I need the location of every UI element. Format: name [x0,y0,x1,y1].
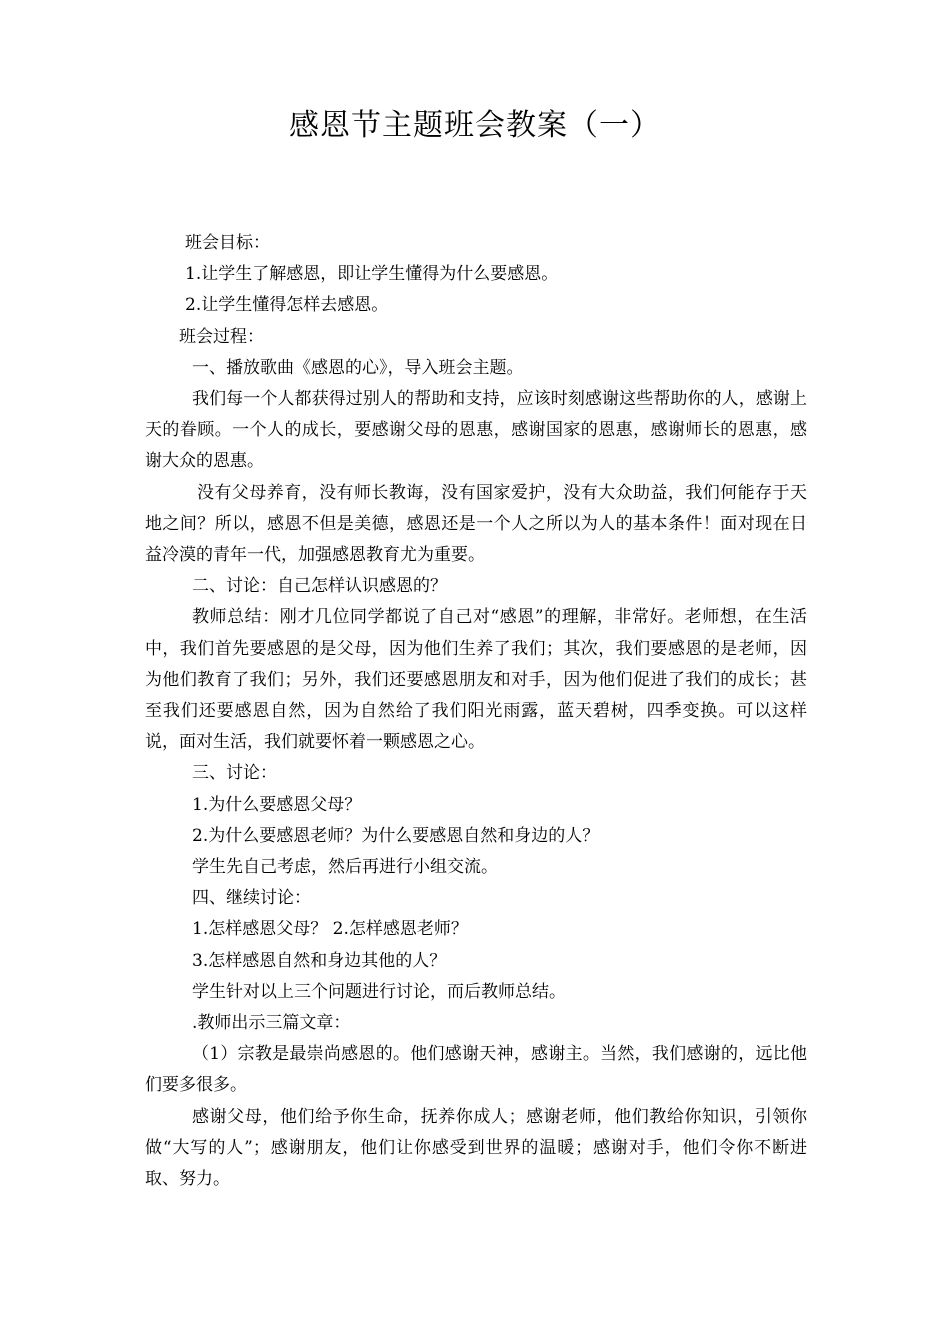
paragraph-goal-1: 1.让学生了解感恩，即让学生懂得为什么要感恩。 [185,264,559,285]
paragraph-goal-2: 2.让学生懂得怎样去感恩。 [185,295,389,316]
paragraph-teacher-summary: 教师总结：刚才几位同学都说了自己对“感恩”的理解，非常好。老师想，在生活中，我们首先要感恩的是父母，因为他们生养了我们；其次，我们要感恩的是老师，因为他们教育了我们；另外，我们还要感恩朋友和对手，因为他们促进了我们的成长；甚至我们还要感恩自然，因为自然给了我们阳光雨露，蓝天碧树，四季变换。可以这样说，面对生活，我们就要怀着一颗感恩之心。 [145,607,807,753]
document-title: 感恩节主题班会教案（一） [289,108,661,143]
paragraph-step-2: 二、讨论：自己怎样认识感恩的？ [192,576,447,597]
paragraph-question-1: 1.为什么要感恩父母？ [192,794,362,815]
paragraph-how-3: 3.怎样感恩自然和身边其他的人？ [192,950,447,971]
paragraph-step-1: 一、播放歌曲《感恩的心》，导入班会主题。 [192,357,524,378]
paragraph-question-2: 2.为什么要感恩老师？为什么要感恩自然和身边的人？ [192,825,600,846]
paragraph-group-discussion: 学生先自己考虑，然后再进行小组交流。 [192,857,498,878]
paragraph-how-1-2: 1.怎样感恩父母？ 2.怎样感恩老师？ [192,919,468,940]
document-body [145,228,807,1195]
paragraph-discuss-summary: 学生针对以上三个问题进行讨论，而后教师总结。 [192,981,566,1002]
paragraph-three-articles: .教师出示三篇文章： [192,1013,351,1034]
paragraph-process-heading: 班会过程： [179,326,264,347]
paragraph-thanks: 我们每一个人都获得过别人的帮助和支持，应该时刻感谢这些帮助你的人，感谢上天的眷顾。一个人的成长，要感谢父母的恩惠，感谢国家的恩惠，感谢师长的恩惠，感谢大众的恩惠。 [145,389,807,472]
paragraph-step-4: 四、继续讨论： [192,888,311,909]
paragraph-thank-list: 感谢父母，他们给予你生命，抚养你成人；感谢老师，他们教给你知识，引领你做“大写的人”；感谢朋友，他们让你感受到世界的温暖；感谢对手，他们令你不断进取、努力。 [145,1106,807,1190]
paragraph-article-1: （1）宗教是最崇尚感恩的。他们感谢天神，感谢主。当然，我们感谢的，远比他们要多很多。 [145,1044,807,1096]
paragraph-without: 没有父母养育，没有师长教诲，没有国家爱护，没有大众助益，我们何能存于天地之间？所以，感恩不但是美德，感恩还是一个人之所以为人的基本条件！面对现在日益冷漠的青年一代，加强感恩教育尤为重要。 [145,482,807,566]
paragraph-goal-heading: 班会目标： [185,233,270,253]
paragraph-step-3: 三、讨论： [192,763,277,784]
